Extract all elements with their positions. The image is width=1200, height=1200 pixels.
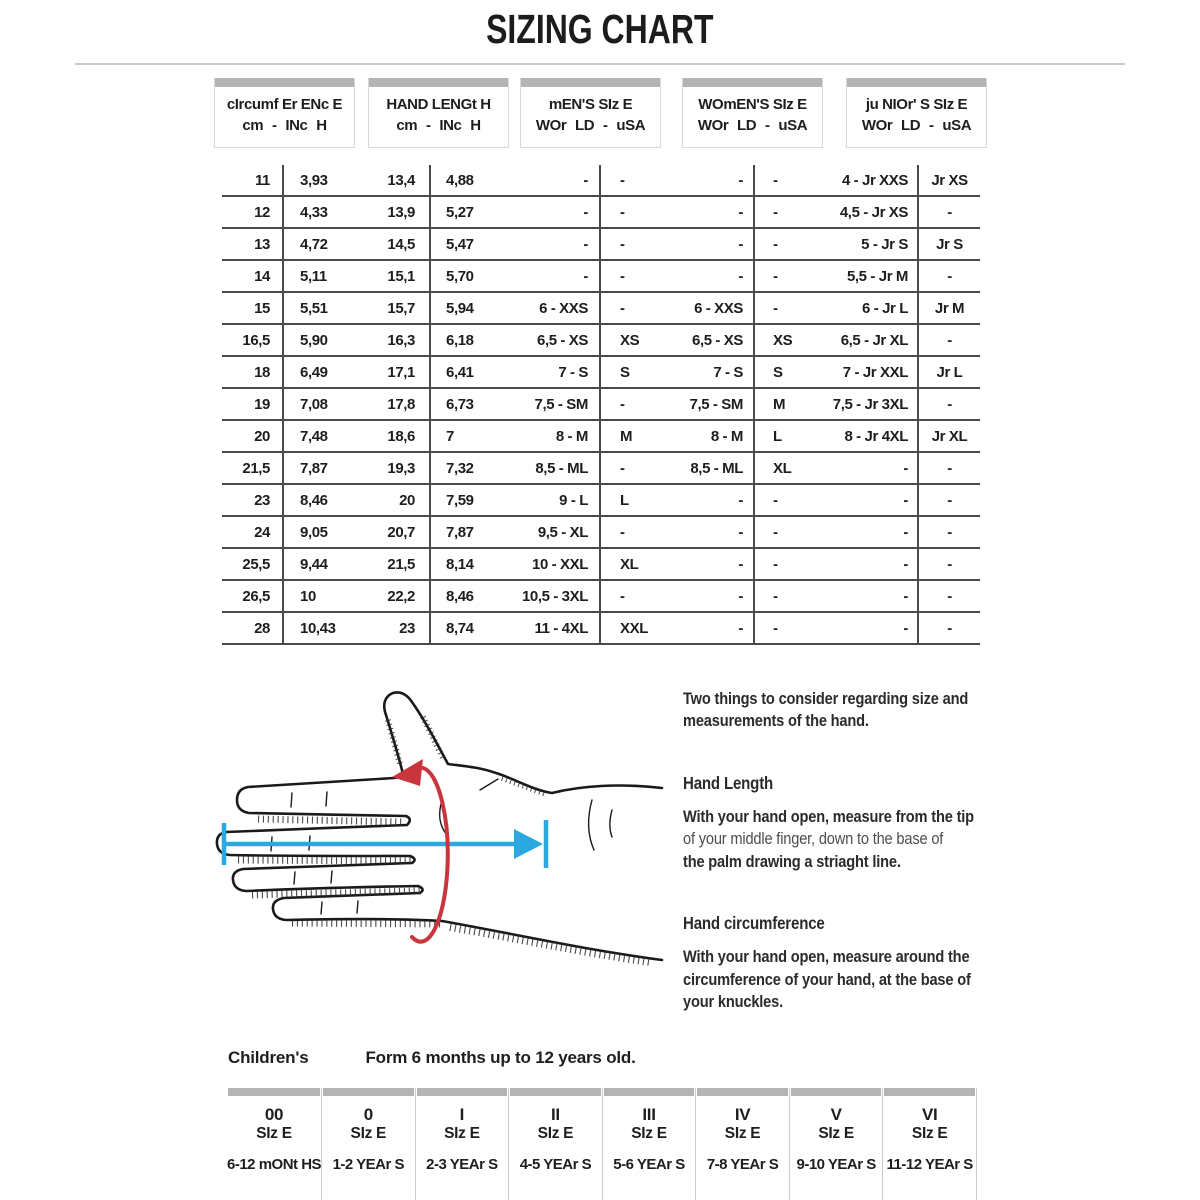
hand-circumference-arrow [392, 759, 448, 942]
intro-text: Two things to consider regarding size and [683, 689, 969, 708]
cell-womens-usa: S [773, 363, 783, 381]
cell-circumference-inch: 7,87 [300, 459, 328, 477]
cell-circumference-cm: 18 [222, 357, 284, 387]
cell-circumference-cm: 16,5 [222, 325, 284, 355]
cell-mens-usa: - [620, 203, 625, 221]
cell-mens-world: 9 - L [512, 485, 601, 515]
cell-hand-length-cm: 20 [357, 485, 431, 515]
cell-hand-length-inch: 5,47 [446, 235, 474, 253]
table-row [222, 485, 980, 517]
cell-circumference-cm: 15 [222, 293, 284, 323]
cell-juniors-world: 7,5 - Jr 3XL [832, 389, 919, 419]
column-gray-bar [228, 1088, 320, 1096]
cell-juniors-usa: - [947, 331, 952, 349]
cell-womens-world: - [677, 517, 755, 547]
cell-juniors-world: 4 - Jr XXS [832, 165, 919, 195]
children-size-number: 0 [363, 1105, 373, 1124]
cell-womens-world: - [677, 229, 755, 259]
cell-womens-world: - [677, 261, 755, 291]
cell-circumference-inch: 9,44 [300, 555, 328, 573]
table-row [222, 261, 980, 293]
table-row [222, 325, 980, 357]
cell-juniors-usa: - [947, 523, 952, 541]
table-row [222, 613, 980, 645]
children-size-label: SIz E [911, 1124, 948, 1142]
children-size-number: VI [921, 1105, 938, 1124]
cell-juniors-usa: Jr S [936, 235, 963, 253]
cell-juniors-usa: - [947, 619, 952, 637]
cell-mens-usa: - [620, 459, 625, 477]
header-gray-bar [215, 78, 354, 87]
table-row [222, 293, 980, 325]
cell-circumference-inch: 10 [300, 587, 316, 605]
table-row [222, 549, 980, 581]
cell-womens-world: - [677, 581, 755, 611]
cell-hand-length-inch: 7,59 [446, 491, 474, 509]
cell-mens-usa: XXL [620, 619, 648, 637]
table-row [222, 517, 980, 549]
children-size-label: SIz E [256, 1124, 292, 1142]
cell-juniors-usa: - [947, 491, 952, 509]
cell-hand-length-inch: 8,14 [446, 555, 474, 573]
cell-circumference-cm: 19 [222, 389, 284, 419]
table-row [222, 229, 980, 261]
children-age-range: 2-3 YEAr S [426, 1156, 498, 1174]
children-size-number: 00 [264, 1105, 284, 1124]
cell-circumference-cm: 28 [222, 613, 284, 643]
cell-mens-usa: M [620, 427, 633, 445]
intro-text: measurements of the hand. [683, 711, 869, 731]
children-size-label: SIz E [818, 1124, 854, 1142]
children-age-range: 7-8 YEAr S [706, 1156, 779, 1174]
cell-circumference-inch: 7,08 [300, 395, 328, 413]
page-title: SIZING CHART [486, 6, 714, 52]
cell-mens-world: 7 - S [512, 357, 601, 387]
cell-mens-usa: L [620, 491, 629, 509]
header-gray-bar [369, 78, 508, 87]
header-gray-bar [683, 78, 822, 87]
table-row [222, 581, 980, 613]
cell-womens-usa: - [773, 523, 778, 541]
cell-mens-usa: - [620, 267, 625, 285]
cell-mens-world: 7,5 - SM [512, 389, 601, 419]
children-size-column [509, 1088, 603, 1200]
cell-hand-length-cm: 18,6 [357, 421, 431, 451]
cell-hand-length-inch: 5,27 [446, 203, 474, 221]
cell-womens-usa: - [773, 235, 778, 253]
hand-length-text: of your middle finger, down to the base of [683, 829, 944, 849]
cell-womens-usa: - [773, 491, 778, 509]
sizing-table [222, 165, 980, 645]
cell-womens-usa: M [773, 395, 786, 413]
cell-hand-length-cm: 15,7 [357, 293, 431, 323]
header-title: mEN'S SIz E [548, 96, 633, 113]
cell-hand-length-inch: 6,41 [446, 363, 474, 381]
measurement-info [683, 688, 975, 1014]
cell-mens-usa: S [620, 363, 630, 381]
children-size-column [790, 1088, 884, 1200]
children-age-range: 4-5 YEAr S [519, 1156, 592, 1174]
cell-circumference-cm: 13 [222, 229, 284, 259]
cell-womens-usa: XS [773, 331, 793, 349]
header-gray-bar [521, 78, 660, 87]
cell-womens-world: 7 - S [677, 357, 755, 387]
cell-womens-usa: - [773, 555, 778, 573]
cell-womens-usa: - [773, 619, 778, 637]
cell-womens-world: - [677, 485, 755, 515]
cell-hand-length-inch: 4,88 [446, 171, 474, 189]
cell-juniors-world: 5,5 - Jr M [832, 261, 919, 291]
header-title: HAND LENGt H [386, 96, 491, 113]
cell-circumference-cm: 20 [222, 421, 284, 451]
cell-juniors-usa: - [947, 203, 952, 221]
header-juniors-size [846, 78, 987, 148]
cell-juniors-world: 8 - Jr 4XL [832, 421, 919, 451]
cell-hand-length-inch: 5,70 [446, 267, 474, 285]
header-units: cm - INc H [396, 117, 481, 134]
cell-hand-length-inch: 6,73 [446, 395, 474, 413]
table-row [222, 357, 980, 389]
cell-womens-usa: - [773, 171, 778, 189]
header-units: WOr LD - uSA [535, 117, 646, 134]
cell-juniors-usa: - [947, 555, 952, 573]
cell-circumference-inch: 7,48 [300, 427, 328, 445]
cell-hand-length-inch: 6,18 [446, 331, 474, 349]
cell-circumference-inch: 10,43 [300, 619, 336, 637]
cell-juniors-usa: Jr XL [931, 427, 968, 445]
cell-circumference-cm: 12 [222, 197, 284, 227]
cell-juniors-usa: Jr XS [931, 171, 968, 189]
cell-mens-usa: - [620, 523, 625, 541]
cell-circumference-inch: 6,49 [300, 363, 328, 381]
cell-hand-length-cm: 23 [357, 613, 431, 643]
cell-circumference-cm: 26,5 [222, 581, 284, 611]
column-gray-bar [604, 1088, 695, 1096]
table-row [222, 197, 980, 229]
cell-juniors-usa: - [947, 395, 952, 413]
cell-womens-world: - [677, 165, 755, 195]
cell-womens-world: - [677, 197, 755, 227]
column-gray-bar [417, 1088, 508, 1096]
children-age-range: 9-10 YEAr S [796, 1156, 876, 1174]
hand-circumference-text: your knuckles. [683, 992, 783, 1012]
cell-hand-length-cm: 20,7 [357, 517, 431, 547]
children-caption [228, 1048, 636, 1068]
header-title: ju NIOr' S SIz E [865, 96, 968, 113]
cell-womens-usa: - [773, 203, 778, 221]
cell-hand-length-cm: 21,5 [357, 549, 431, 579]
title-divider [75, 63, 1125, 65]
cell-juniors-world: - [832, 549, 919, 579]
column-gray-bar [697, 1088, 788, 1096]
column-gray-bar [323, 1088, 414, 1096]
cell-mens-world: 6 - XXS [512, 293, 601, 323]
cell-womens-world: 6,5 - XS [677, 325, 755, 355]
cell-juniors-usa: - [947, 267, 952, 285]
cell-mens-world: 9,5 - XL [512, 517, 601, 547]
cell-mens-usa: - [620, 587, 625, 605]
children-size-number: II [551, 1105, 560, 1124]
cell-circumference-inch: 5,90 [300, 331, 328, 349]
children-size-column [603, 1088, 697, 1200]
children-size-column [883, 1088, 977, 1200]
children-age-range: 1-2 YEAr S [332, 1156, 405, 1174]
cell-mens-usa: XS [620, 331, 640, 349]
children-size-label: SIz E [350, 1124, 387, 1142]
cell-circumference-inch: 8,46 [300, 491, 328, 509]
cell-circumference-cm: 21,5 [222, 453, 284, 483]
cell-hand-length-inch: 8,46 [446, 587, 474, 605]
table-row [222, 453, 980, 485]
hand-length-text: With your hand open, measure from the tip [683, 806, 974, 826]
cell-juniors-usa: Jr M [934, 299, 965, 317]
cell-circumference-cm: 24 [222, 517, 284, 547]
children-label: Children's [228, 1048, 309, 1067]
cell-womens-usa: - [773, 587, 778, 605]
cell-mens-world: - [512, 229, 601, 259]
cell-mens-world: 8 - M [512, 421, 601, 451]
table-row [222, 421, 980, 453]
cell-hand-length-cm: 22,2 [357, 581, 431, 611]
children-size-column [696, 1088, 790, 1200]
cell-womens-usa: L [773, 427, 782, 445]
cell-hand-length-inch: 7 [446, 427, 454, 445]
cell-circumference-inch: 4,33 [300, 203, 328, 221]
header-units: WOr LD - uSA [697, 117, 808, 134]
cell-hand-length-cm: 17,8 [357, 389, 431, 419]
header-title: cIrcumf Er ENc E [226, 96, 343, 113]
cell-juniors-world: - [832, 613, 919, 643]
cell-circumference-cm: 25,5 [222, 549, 284, 579]
cell-mens-world: - [512, 165, 601, 195]
children-note: Form 6 months up to 12 years old. [365, 1048, 636, 1067]
cell-mens-usa: - [620, 299, 625, 317]
cell-circumference-inch: 9,05 [300, 523, 328, 541]
children-size-number: III [642, 1105, 656, 1124]
cell-hand-length-inch: 7,87 [446, 523, 474, 541]
cell-mens-usa: - [620, 395, 625, 413]
children-size-number: I [459, 1105, 465, 1124]
cell-hand-length-cm: 14,5 [357, 229, 431, 259]
cell-hand-length-cm: 19,3 [357, 453, 431, 483]
cell-juniors-usa: Jr L [936, 363, 963, 381]
cell-hand-length-cm: 13,4 [357, 165, 431, 195]
cell-hand-length-inch: 8,74 [446, 619, 474, 637]
cell-womens-usa: - [773, 267, 778, 285]
cell-womens-usa: XL [773, 459, 792, 477]
column-gray-bar [791, 1088, 882, 1096]
cell-mens-world: 6,5 - XS [512, 325, 601, 355]
cell-mens-world: - [512, 261, 601, 291]
cell-juniors-world: - [832, 485, 919, 515]
cell-mens-usa: - [620, 171, 625, 189]
cell-hand-length-cm: 17,1 [357, 357, 431, 387]
hand-length-text: the palm drawing a striaght line. [683, 851, 901, 871]
children-size-label: SIz E [631, 1124, 667, 1142]
cell-juniors-world: - [832, 517, 919, 547]
header-title: WOmEN'S SIz E [698, 96, 807, 113]
cell-womens-world: 8 - M [677, 421, 755, 451]
cell-mens-world: - [512, 197, 601, 227]
children-size-label: SIz E [444, 1124, 480, 1142]
column-gray-bar [884, 1088, 975, 1096]
cell-juniors-world: - [832, 581, 919, 611]
cell-circumference-cm: 14 [222, 261, 284, 291]
hand-circumference-text: circumference of your hand, at the base of [683, 969, 971, 989]
cell-hand-length-cm: 16,3 [357, 325, 431, 355]
cell-womens-world: - [677, 613, 755, 643]
children-age-range: 5-6 YEAr S [613, 1156, 685, 1174]
header-gray-bar [847, 78, 986, 87]
cell-hand-length-cm: 15,1 [357, 261, 431, 291]
cell-womens-world: 8,5 - ML [677, 453, 755, 483]
cell-juniors-world: 6 - Jr L [832, 293, 919, 323]
cell-juniors-world: 4,5 - Jr XS [832, 197, 919, 227]
cell-mens-world: 11 - 4XL [512, 613, 601, 643]
cell-mens-usa: - [620, 235, 625, 253]
cell-juniors-usa: - [947, 587, 952, 605]
cell-womens-world: 6 - XXS [677, 293, 755, 323]
hand-circumference-heading: Hand circumference [683, 913, 825, 934]
cell-circumference-inch: 5,11 [300, 267, 327, 285]
children-size-number: IV [734, 1105, 751, 1124]
header-units: cm - INc H [242, 117, 327, 134]
cell-juniors-world: 7 - Jr XXL [832, 357, 919, 387]
cell-mens-world: 8,5 - ML [512, 453, 601, 483]
children-age-range: 11-12 YEAr S [886, 1156, 973, 1174]
children-size-column [227, 1088, 322, 1200]
cell-juniors-usa: - [947, 459, 952, 477]
children-size-label: SIz E [537, 1124, 574, 1142]
cell-circumference-inch: 3,93 [300, 171, 328, 189]
cell-mens-world: 10,5 - 3XL [512, 581, 601, 611]
table-row [222, 389, 980, 421]
cell-mens-usa: XL [620, 555, 639, 573]
cell-circumference-cm: 23 [222, 485, 284, 515]
cell-hand-length-cm: 13,9 [357, 197, 431, 227]
cell-juniors-world: 6,5 - Jr XL [832, 325, 919, 355]
hand-circumference-text: With your hand open, measure around the [683, 947, 970, 967]
cell-circumference-inch: 5,51 [300, 299, 328, 317]
children-size-column [322, 1088, 416, 1200]
cell-womens-usa: - [773, 299, 778, 317]
hand-illustration [180, 672, 680, 1017]
children-size-number: V [830, 1105, 842, 1124]
table-row [222, 165, 980, 197]
cell-mens-world: 10 - XXL [512, 549, 601, 579]
cell-womens-world: - [677, 549, 755, 579]
cell-hand-length-inch: 5,94 [446, 299, 474, 317]
cell-juniors-world: - [832, 453, 919, 483]
children-size-label: SIz E [724, 1124, 761, 1142]
hand-length-heading: Hand Length [683, 772, 774, 793]
header-units: WOr LD - uSA [861, 117, 972, 134]
cell-hand-length-inch: 7,32 [446, 459, 474, 477]
header-womens-size [682, 78, 823, 148]
header-mens-size [520, 78, 661, 148]
children-size-table [227, 1088, 977, 1200]
header-hand-length [368, 78, 509, 148]
header-circumference [214, 78, 355, 148]
column-gray-bar [510, 1088, 601, 1096]
cell-juniors-world: 5 - Jr S [832, 229, 919, 259]
children-size-column [416, 1088, 510, 1200]
cell-womens-world: 7,5 - SM [677, 389, 755, 419]
cell-circumference-inch: 4,72 [300, 235, 328, 253]
cell-circumference-cm: 11 [222, 165, 284, 195]
children-age-range: 6-12 mONt HS [227, 1156, 322, 1174]
